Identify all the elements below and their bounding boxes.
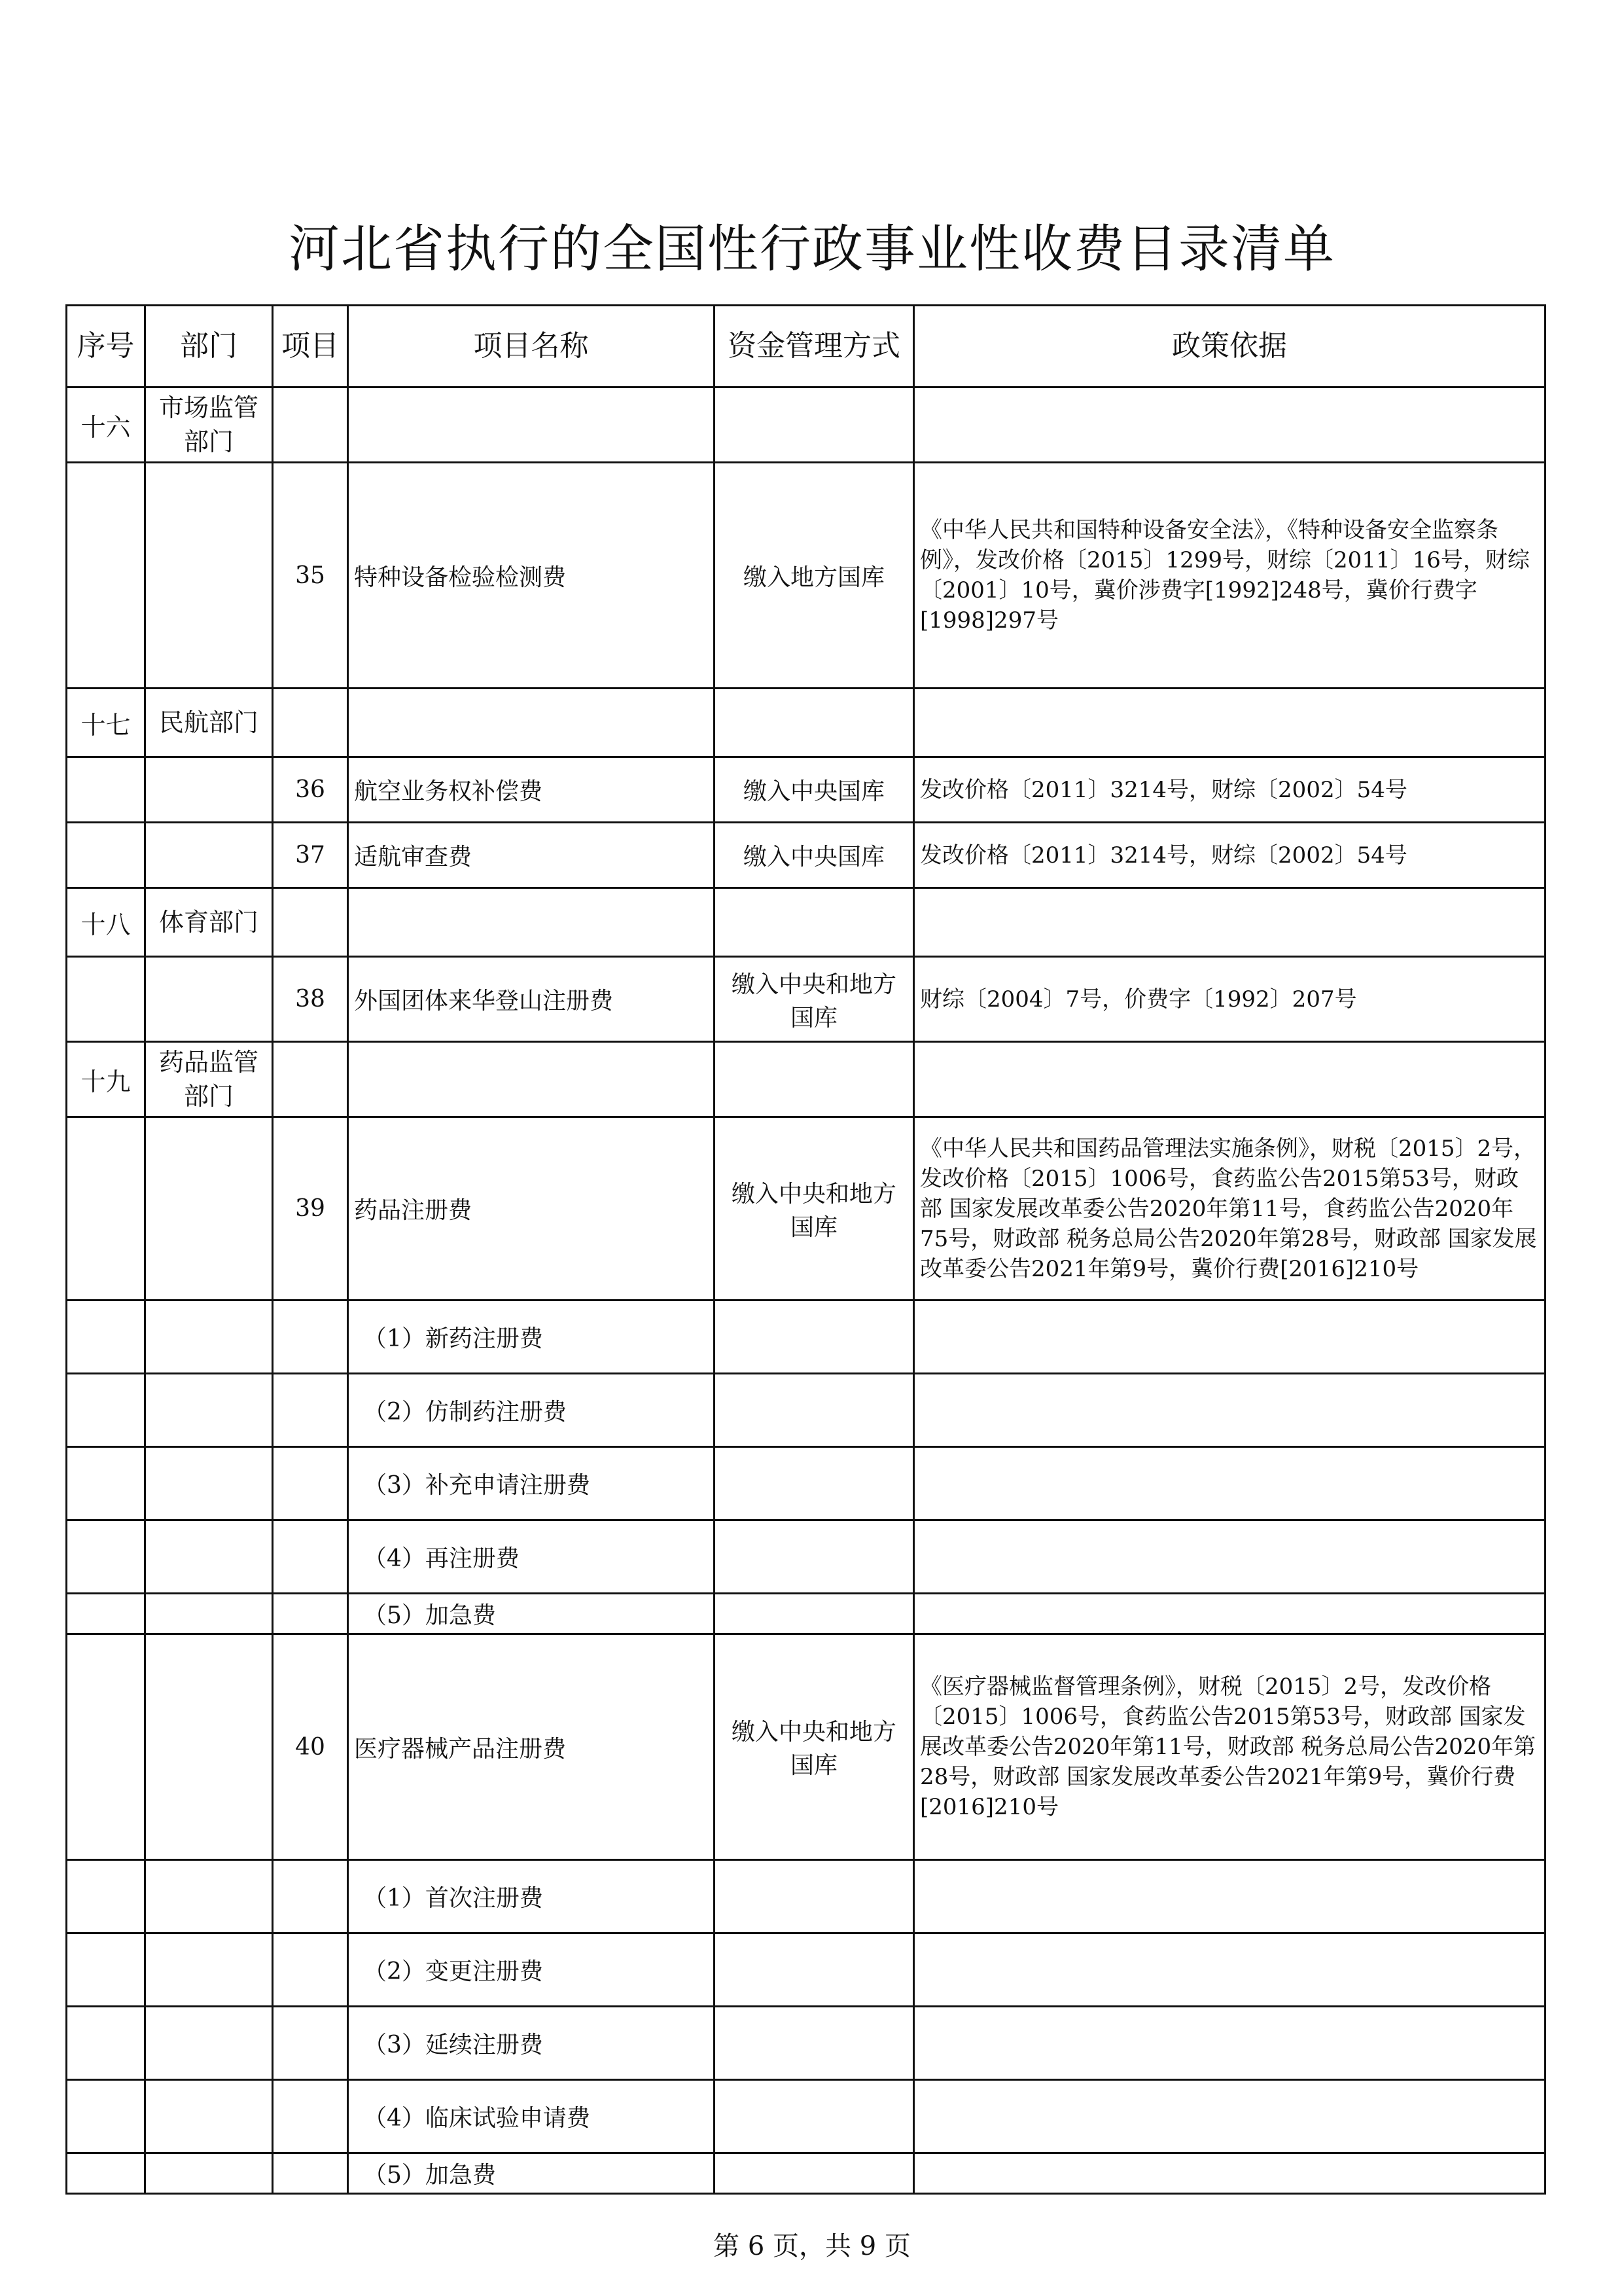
- sub-item-name: （2）仿制药注册费: [348, 1374, 715, 1447]
- fund-management: 缴入中央国库: [715, 757, 914, 823]
- table-row: [67, 1117, 1545, 1300]
- fund-management: 缴入中央和地方国库: [715, 1117, 914, 1300]
- empty-cell: [67, 2080, 145, 2153]
- policy-basis: 发改价格〔2011〕3214号，财综〔2002〕54号: [914, 823, 1545, 888]
- empty-cell: [145, 1300, 273, 1374]
- empty-cell: [145, 463, 273, 689]
- empty-cell: [145, 2080, 273, 2153]
- page-footer: 第 6 页，共 9 页: [713, 2231, 911, 2261]
- empty-cell: [348, 1042, 715, 1117]
- empty-cell: [145, 1520, 273, 1594]
- empty-cell: [914, 1933, 1545, 2007]
- empty-cell: [715, 1520, 914, 1594]
- sub-item-name: （5）加急费: [348, 2153, 715, 2194]
- sub-item-name: （2）变更注册费: [348, 1933, 715, 2007]
- policy-basis: 财综〔2004〕7号，价费字〔1992〕207号: [914, 957, 1545, 1042]
- sub-item-name: （1）新药注册费: [348, 1300, 715, 1374]
- fund-management: 缴入地方国库: [715, 463, 914, 689]
- empty-cell: [273, 1520, 348, 1594]
- empty-cell: [145, 1594, 273, 1634]
- empty-cell: [67, 2007, 145, 2080]
- sub-item-row: [67, 1860, 1545, 1933]
- empty-cell: [715, 2007, 914, 2080]
- empty-cell: [67, 1117, 145, 1300]
- empty-cell: [67, 757, 145, 823]
- sub-item-name: （1）首次注册费: [348, 1860, 715, 1933]
- section-number: 十七: [67, 689, 145, 757]
- sub-item-row: [67, 2153, 1545, 2194]
- item-name: 航空业务权补偿费: [348, 757, 715, 823]
- empty-cell: [715, 1594, 914, 1634]
- header-item-no: 项目: [273, 306, 348, 387]
- empty-cell: [67, 463, 145, 689]
- item-number: 35: [273, 463, 348, 689]
- empty-cell: [67, 1374, 145, 1447]
- empty-cell: [67, 1447, 145, 1520]
- policy-basis: 《中华人民共和国药品管理法实施条例》，财税〔2015〕2号，发改价格〔2015〕1006号，食药监公告2015第53号，财政部 国家发展改革委公告2020年第11号，食药监公告2020年75号，财政部 税务总局公告2020年第28号，财政部 国家发展改革委公告2021年第9号，冀价行费[2016]210号: [914, 1117, 1545, 1300]
- empty-cell: [715, 1447, 914, 1520]
- department-name: 体育部门: [145, 888, 273, 957]
- item-name: 医疗器械产品注册费: [348, 1634, 715, 1860]
- section-row: [67, 888, 1545, 957]
- fund-management: 缴入中央和地方国库: [715, 1634, 914, 1860]
- empty-cell: [914, 1860, 1545, 1933]
- item-number: 39: [273, 1117, 348, 1300]
- empty-cell: [67, 1300, 145, 1374]
- empty-cell: [715, 888, 914, 957]
- empty-cell: [67, 2153, 145, 2194]
- empty-cell: [273, 1042, 348, 1117]
- sub-item-row: [67, 1300, 1545, 1374]
- empty-cell: [348, 387, 715, 463]
- empty-cell: [67, 1860, 145, 1933]
- empty-cell: [914, 1374, 1545, 1447]
- empty-cell: [273, 1374, 348, 1447]
- empty-cell: [715, 2153, 914, 2194]
- empty-cell: [914, 387, 1545, 463]
- fund-management: 缴入中央和地方国库: [715, 957, 914, 1042]
- fee-table: [65, 304, 1546, 2195]
- empty-cell: [145, 2153, 273, 2194]
- empty-cell: [715, 387, 914, 463]
- empty-cell: [145, 1634, 273, 1860]
- item-name: 适航审查费: [348, 823, 715, 888]
- empty-cell: [348, 689, 715, 757]
- empty-cell: [145, 1374, 273, 1447]
- department-name: 药品监管部门: [145, 1042, 273, 1117]
- empty-cell: [715, 1042, 914, 1117]
- policy-basis: 《医疗器械监督管理条例》，财税〔2015〕2号，发改价格〔2015〕1006号，食药监公告2015第53号，财政部 国家发展改革委公告2020年第11号，财政部 税务总局公告2020年第28号，财政部 国家发展改革委公告2021年第9号，冀价行费[2016]210号: [914, 1634, 1545, 1860]
- empty-cell: [914, 2080, 1545, 2153]
- empty-cell: [273, 2153, 348, 2194]
- empty-cell: [145, 1860, 273, 1933]
- empty-cell: [145, 757, 273, 823]
- empty-cell: [715, 1300, 914, 1374]
- section-row: [67, 1042, 1545, 1117]
- empty-cell: [273, 1594, 348, 1634]
- sub-item-name: （3）延续注册费: [348, 2007, 715, 2080]
- empty-cell: [273, 1860, 348, 1933]
- item-name: 特种设备检验检测费: [348, 463, 715, 689]
- empty-cell: [67, 957, 145, 1042]
- item-number: 36: [273, 757, 348, 823]
- empty-cell: [273, 1933, 348, 2007]
- policy-basis: 发改价格〔2011〕3214号，财综〔2002〕54号: [914, 757, 1545, 823]
- empty-cell: [914, 2153, 1545, 2194]
- empty-cell: [914, 1300, 1545, 1374]
- empty-cell: [67, 1933, 145, 2007]
- sub-item-name: （4）临床试验申请费: [348, 2080, 715, 2153]
- empty-cell: [145, 1447, 273, 1520]
- empty-cell: [715, 2080, 914, 2153]
- sub-item-row: [67, 1520, 1545, 1594]
- empty-cell: [914, 1042, 1545, 1117]
- table-row: [67, 823, 1545, 888]
- empty-cell: [914, 2007, 1545, 2080]
- table-row: [67, 957, 1545, 1042]
- empty-cell: [914, 1447, 1545, 1520]
- empty-cell: [273, 1447, 348, 1520]
- section-number: 十六: [67, 387, 145, 463]
- empty-cell: [715, 689, 914, 757]
- sub-item-row: [67, 1933, 1545, 2007]
- policy-basis: 《中华人民共和国特种设备安全法》，《特种设备安全监察条例》，发改价格〔2015〕1299号，财综〔2011〕16号，财综〔2001〕10号，冀价涉费字[1992]248号，冀价行费字[1998]297号: [914, 463, 1545, 689]
- empty-cell: [348, 888, 715, 957]
- empty-cell: [145, 1933, 273, 2007]
- header-row: [67, 306, 1545, 387]
- empty-cell: [273, 2080, 348, 2153]
- empty-cell: [715, 1860, 914, 1933]
- department-name: 民航部门: [145, 689, 273, 757]
- empty-cell: [67, 1634, 145, 1860]
- empty-cell: [715, 1374, 914, 1447]
- item-name: 药品注册费: [348, 1117, 715, 1300]
- section-row: [67, 689, 1545, 757]
- sub-item-row: [67, 1447, 1545, 1520]
- section-number: 十八: [67, 888, 145, 957]
- empty-cell: [273, 888, 348, 957]
- empty-cell: [914, 1520, 1545, 1594]
- sub-item-row: [67, 1374, 1545, 1447]
- empty-cell: [67, 1520, 145, 1594]
- header-dept: 部门: [145, 306, 273, 387]
- empty-cell: [67, 823, 145, 888]
- item-number: 37: [273, 823, 348, 888]
- table-row: [67, 463, 1545, 689]
- empty-cell: [715, 1933, 914, 2007]
- page-title: 河北省执行的全国性行政事业性收费目录清单: [288, 220, 1335, 279]
- table-row: [67, 1634, 1545, 1860]
- item-name: 外国团体来华登山注册费: [348, 957, 715, 1042]
- table-row: [67, 757, 1545, 823]
- sub-item-row: [67, 2007, 1545, 2080]
- empty-cell: [273, 387, 348, 463]
- empty-cell: [273, 689, 348, 757]
- empty-cell: [67, 1594, 145, 1634]
- sub-item-name: （3）补充申请注册费: [348, 1447, 715, 1520]
- item-number: 40: [273, 1634, 348, 1860]
- sub-item-name: （5）加急费: [348, 1594, 715, 1634]
- header-policy: 政策依据: [914, 306, 1545, 387]
- empty-cell: [914, 1594, 1545, 1634]
- table-body: [67, 387, 1545, 2194]
- fund-management: 缴入中央国库: [715, 823, 914, 888]
- header-fund: 资金管理方式: [715, 306, 914, 387]
- empty-cell: [273, 2007, 348, 2080]
- sub-item-row: [67, 1594, 1545, 1634]
- empty-cell: [145, 823, 273, 888]
- section-number: 十九: [67, 1042, 145, 1117]
- header-seq: 序号: [67, 306, 145, 387]
- empty-cell: [145, 1117, 273, 1300]
- sub-item-name: （4）再注册费: [348, 1520, 715, 1594]
- empty-cell: [145, 2007, 273, 2080]
- item-number: 38: [273, 957, 348, 1042]
- empty-cell: [914, 888, 1545, 957]
- empty-cell: [145, 957, 273, 1042]
- department-name: 市场监管部门: [145, 387, 273, 463]
- sub-item-row: [67, 2080, 1545, 2153]
- header-name: 项目名称: [348, 306, 715, 387]
- section-row: [67, 387, 1545, 463]
- empty-cell: [273, 1300, 348, 1374]
- empty-cell: [914, 689, 1545, 757]
